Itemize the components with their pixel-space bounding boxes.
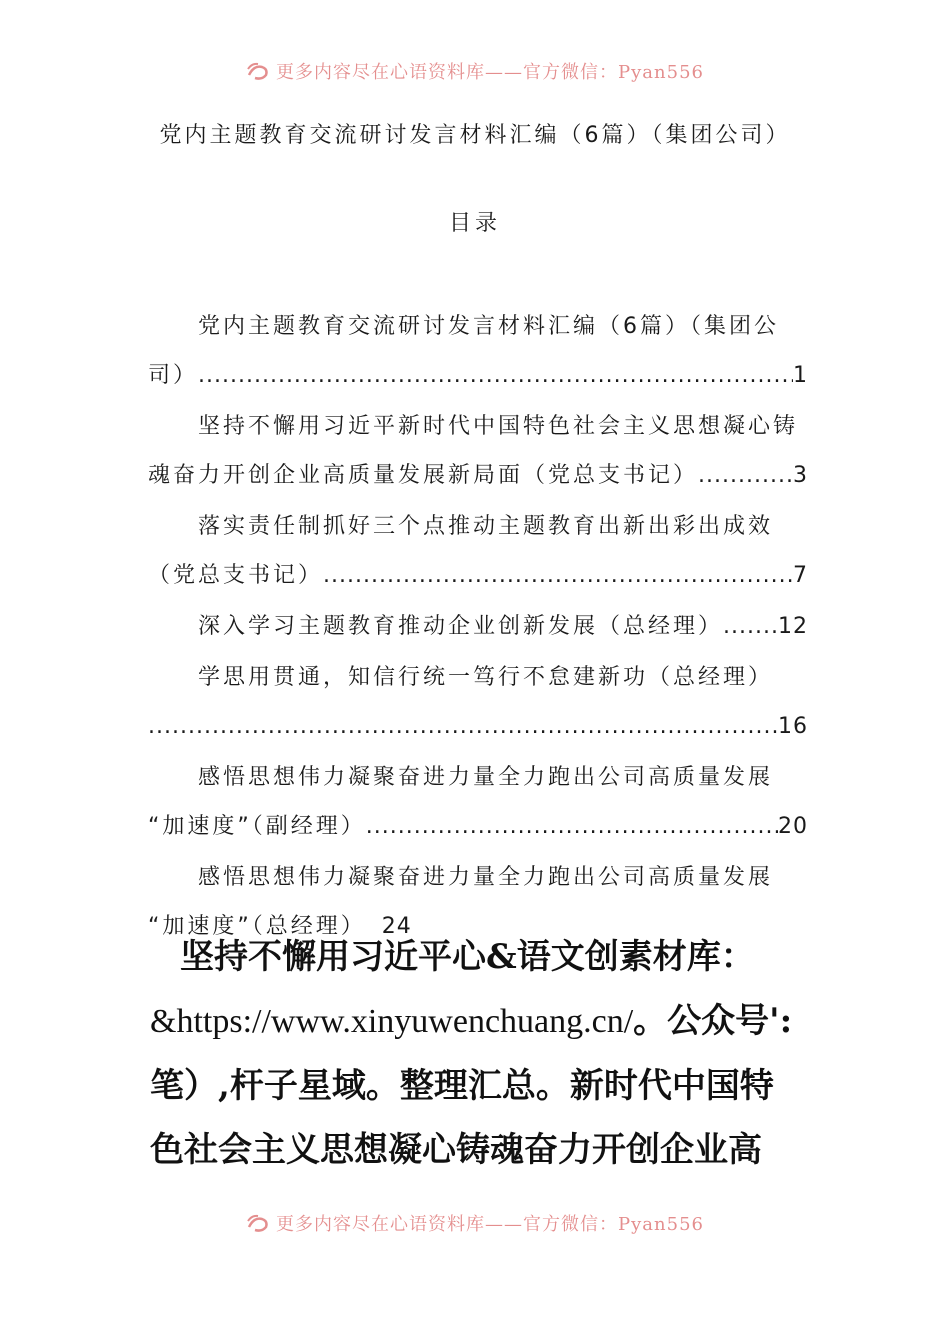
toc-leader-dots xyxy=(148,702,778,751)
toc-entry[interactable] xyxy=(148,653,808,751)
toc-leader-dots xyxy=(323,551,793,600)
toc-entry-title-cont: “加速度”（总经理） xyxy=(148,914,366,939)
watermark-text: 更多内容尽在心语资料库——官方微信：Pyan556 xyxy=(276,1214,704,1235)
logo-icon xyxy=(246,1213,272,1233)
watermark-top xyxy=(0,58,950,84)
toc-entry-title-cont: 司） xyxy=(148,363,199,388)
toc-leader-dots xyxy=(698,451,793,500)
body-line-rest: 。公众号': xyxy=(633,1001,793,1041)
toc-entry-title-cont: 魂奋力开创企业高质量发展新局面（党总支书记） xyxy=(148,463,699,488)
toc-entry[interactable] xyxy=(148,302,808,400)
toc-page-number: 3 xyxy=(793,463,808,488)
body-url: &https://www.xinyuwenchuang.cn/ xyxy=(150,1003,634,1040)
toc-leader-dots xyxy=(198,351,793,400)
toc-leader-dots xyxy=(366,802,778,851)
toc-entry-title: 感悟思想伟力凝聚奋进力量全力跑出公司高质量发展 xyxy=(198,765,774,790)
toc-page-number: 12 xyxy=(778,614,808,639)
toc-entry-title: 学思用贯通，知信行统一笃行不怠建新功（总经理） xyxy=(198,665,774,690)
toc-page-number: 7 xyxy=(793,563,808,588)
toc-entry-line xyxy=(148,351,808,400)
toc-heading: 目录 xyxy=(448,211,501,236)
watermark-bottom xyxy=(0,1210,950,1236)
body-line xyxy=(150,989,830,1054)
toc-page-number: 1 xyxy=(793,363,808,388)
watermark-text: 更多内容尽在心语资料库——官方微信：Pyan556 xyxy=(276,62,704,83)
table-of-contents xyxy=(148,302,808,953)
toc-page-number: 20 xyxy=(778,814,808,839)
toc-entry-line xyxy=(148,602,808,651)
toc-entry[interactable] xyxy=(148,753,808,851)
toc-leader-dots xyxy=(723,602,778,651)
toc-entry-title: 党内主题教育交流研讨发言材料汇编（6篇）（集团公 xyxy=(198,314,779,339)
body-line: 坚持不懈用习近平心&语文创素材库： xyxy=(180,937,755,977)
logo-icon xyxy=(246,61,272,81)
toc-page-number: 16 xyxy=(778,714,808,739)
body-line: 色社会主义思想凝心铸魂奋力开创企业高 xyxy=(150,1130,762,1170)
toc-entry-title: 落实责任制抓好三个点推动主题教育出新出彩出成效 xyxy=(198,514,774,539)
toc-entry[interactable] xyxy=(148,502,808,600)
toc-entry[interactable] xyxy=(148,402,808,500)
toc-page-number: 24 xyxy=(381,914,412,939)
toc-entry-title-cont: （党总支书记） xyxy=(148,563,324,588)
toc-entry-line xyxy=(148,802,808,851)
toc-entry-title-cont: “加速度”（副经理） xyxy=(148,814,366,839)
document-title: 党内主题教育交流研讨发言材料汇编（6篇）（集团公司） xyxy=(159,123,791,148)
toc-entry[interactable] xyxy=(148,602,808,651)
toc-entry-title: 深入学习主题教育推动企业创新发展（总经理） xyxy=(198,614,724,639)
toc-entry-title: 感悟思想伟力凝聚奋进力量全力跑出公司高质量发展 xyxy=(198,865,774,890)
toc-entry-line xyxy=(148,702,808,751)
toc-entry-line xyxy=(148,551,808,600)
toc-entry-title: 坚持不懈用习近平新时代中国特色社会主义思想凝心铸 xyxy=(198,414,799,439)
body-line: 笔）,杆子星域。整理汇总。新时代中国特 xyxy=(150,1066,774,1106)
body-text xyxy=(150,925,830,1182)
toc-entry-line xyxy=(148,451,808,500)
